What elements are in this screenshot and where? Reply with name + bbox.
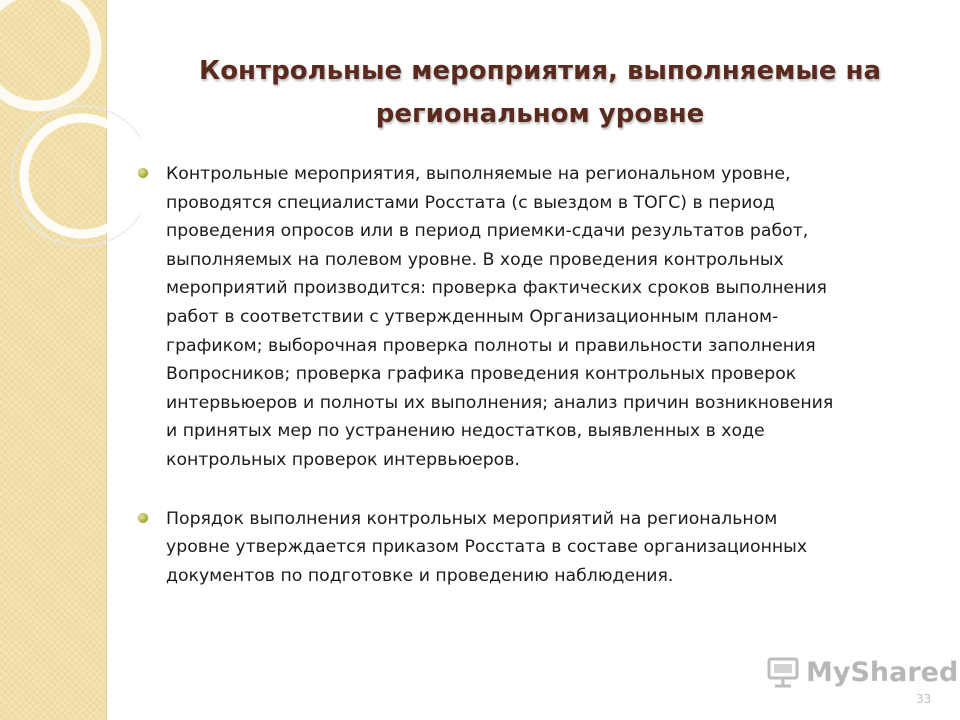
bullet-1-line-8: Вопросников; проверка графика проведения контрольных проверок xyxy=(166,364,797,385)
bullet-1-line-1: Контрольные мероприятия, выполняемые на региональном уровне, xyxy=(166,164,791,184)
slide-title xyxy=(140,50,940,136)
watermark-text: MyShared xyxy=(806,656,959,688)
bullet-1-line-5: мероприятий производится: проверка фактических сроков выполнения xyxy=(166,278,827,299)
bullet-2-line-1: Порядок выполнения контрольных мероприятий на региональном xyxy=(166,508,778,529)
slide-title-line-2: региональном уровне xyxy=(375,99,705,129)
bullet-item-1 xyxy=(138,160,928,475)
bullet-list xyxy=(138,160,928,590)
bullet-1-line-6: работ в соответствии с утвержденным Организационным планом- xyxy=(166,306,779,327)
bullet-1-line-11: контрольных проверок интервьюеров. xyxy=(166,449,520,470)
bullet-1-line-4: выполняемых на полевом уровне. В ходе проведения контрольных xyxy=(166,249,784,270)
bullet-2-line-3: документов по подготовке и проведению наблюдения. xyxy=(166,565,674,586)
bullet-1-line-2: проводятся специалистами Росстата (с выездом в ТОГС) в период xyxy=(166,192,775,213)
bullet-dot-icon xyxy=(138,513,148,523)
projector-icon xyxy=(766,655,800,689)
decorative-circles xyxy=(0,0,140,300)
bullet-1-line-3: проведения опросов или в период приемки-сдачи результатов работ, xyxy=(166,221,809,242)
myshared-watermark xyxy=(766,655,958,689)
bullet-1-line-10: и принятых мер по устранению недостатков, выявленных в ходе xyxy=(166,421,765,442)
bullet-2-line-2: уровне утверждается приказом Росстата в составе организационных xyxy=(166,537,808,558)
bullet-1-line-7: графиком; выборочная проверка полноты и правильности заполнения xyxy=(166,335,816,356)
bullet-1-line-9: интервьюеров и полноты их выполнения; анализ причин возникновения xyxy=(166,392,834,413)
slide-title-line-1: Контрольные мероприятия, выполняемые на xyxy=(198,56,882,86)
bullet-dot-icon xyxy=(138,168,148,178)
bullet-item-2 xyxy=(138,505,928,591)
page-number: 33 xyxy=(916,692,932,706)
